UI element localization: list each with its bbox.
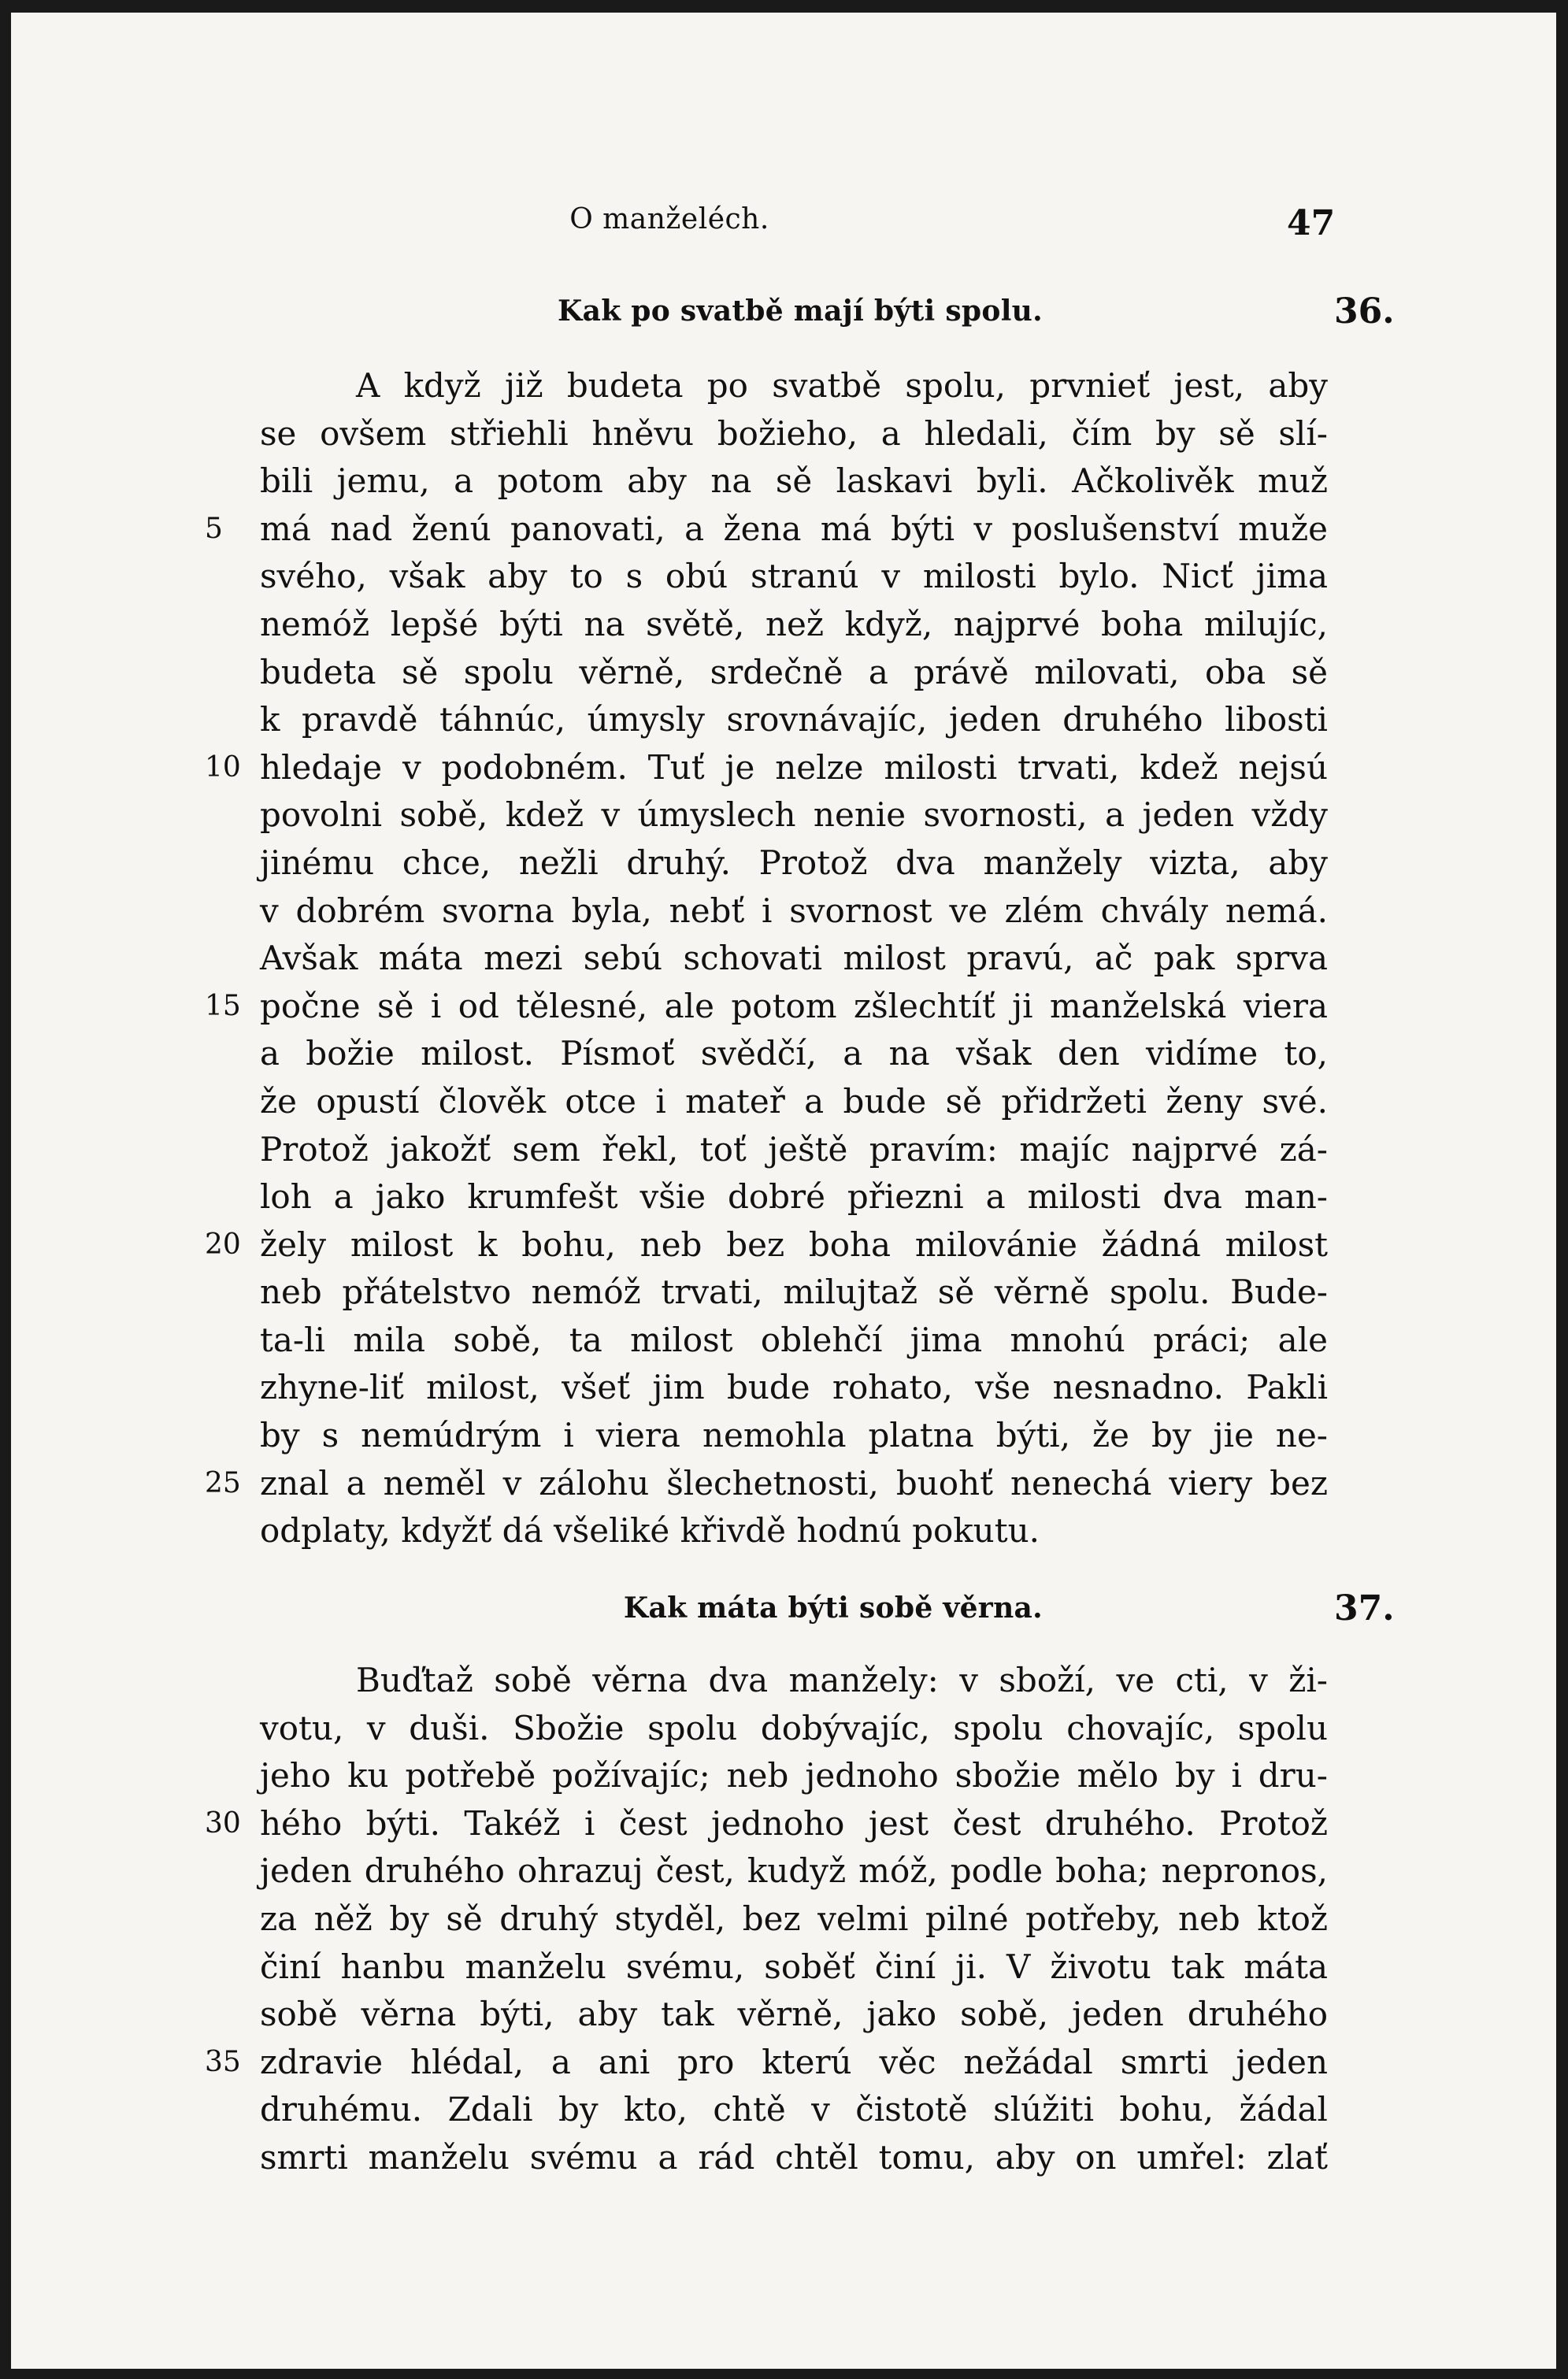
text-line: nemóž lepšé býti na světě, než když, najprvé boha milujíc, bbox=[260, 604, 1328, 643]
text-line: loh a jako krumfešt všie dobré přiezni a milosti dva man- bbox=[260, 1177, 1328, 1217]
text-line: má nad ženú panovati, a žena má býti v poslušenství muže bbox=[260, 509, 1328, 548]
margin-line-number: 20 bbox=[205, 1228, 241, 1261]
text-line: hledaje v podobném. Tuť je nelze milosti trvati, kdež nejsú bbox=[260, 747, 1328, 787]
text-line: budeta sě spolu věrně, srdečně a právě milovati, oba sě bbox=[260, 652, 1328, 691]
text-line: by s nemúdrým i viera nemohla platna býti, že by jie ne- bbox=[260, 1416, 1328, 1455]
text-line: že opustí člověk otce i mateř a bude sě přidržeti ženy své. bbox=[260, 1081, 1328, 1121]
text-line: Buďtaž sobě věrna dva manžely: v sboží, ve cti, v ži- bbox=[356, 1661, 1328, 1699]
text-line: smrti manželu svému a rád chtěl tomu, aby on umřel: zlať bbox=[260, 2137, 1328, 2177]
text-line: znal a neměl v zálohu šlechetnosti, buohť nenechá viery bez bbox=[260, 1463, 1328, 1503]
text-line: druhému. Zdali by kto, chtě v čistotě slúžiti bohu, žádal bbox=[260, 2090, 1328, 2129]
text-line: svého, však aby to s obú stranú v milosti bylo. Nicť jima bbox=[260, 557, 1328, 596]
section-heading-36: Kak po svatbě mají býti spolu. bbox=[558, 295, 1043, 328]
text-line: se ovšem střiehli hněvu božieho, a hledali, čím by sě slí- bbox=[260, 413, 1328, 453]
section-36-text bbox=[260, 362, 1328, 1555]
section-37-text bbox=[260, 1657, 1328, 2182]
page-number: 47 bbox=[1287, 203, 1336, 243]
section-heading-37: Kak máta býti sobě věrna. bbox=[623, 1592, 1043, 1625]
text-line: v dobrém svorna byla, nebť i svornost ve zlém chvály nemá. bbox=[260, 891, 1328, 930]
text-line: jinému chce, nežli druhý. Protož dva manžely vizta, aby bbox=[260, 843, 1328, 882]
text-line: sobě věrna býti, aby tak věrně, jako sobě, jeden druhého bbox=[260, 1995, 1328, 2034]
text-line: ta-li mila sobě, ta milost oblehčí jima mnohú práci; ale bbox=[260, 1320, 1328, 1359]
text-line: počne sě i od tělesné, ale potom zšlechtíť ji manželská viera bbox=[260, 986, 1328, 1025]
text-line: Protož jakožť sem řekl, toť ještě pravím: majíc najprvé zá- bbox=[260, 1129, 1328, 1169]
margin-line-number: 5 bbox=[205, 513, 223, 545]
text-line: činí hanbu manželu svému, soběť činí ji. V životu tak máta bbox=[260, 1947, 1328, 1986]
text-line: odplaty, kdyžť dá všeliké křivdě hodnú pokutu. bbox=[260, 1511, 1040, 1551]
margin-line-number: 35 bbox=[205, 2046, 241, 2078]
book-page bbox=[11, 13, 1556, 2369]
text-line: za něž by sě druhý styděl, bez velmi pilné potřeby, neb ktož bbox=[260, 1899, 1328, 1938]
text-line: k pravdě táhnúc, úmysly srovnávajíc, jeden druhého libosti bbox=[260, 700, 1328, 739]
text-line: jeden druhého ohrazuj čest, kudyž móž, podle boha; nepronos, bbox=[260, 1851, 1328, 1891]
margin-line-number: 30 bbox=[205, 1807, 241, 1840]
text-line: jeho ku potřebě požívajíc; neb jednoho sbožie mělo by i dru- bbox=[260, 1756, 1328, 1795]
section-number-37: 37. bbox=[1334, 1588, 1395, 1629]
text-line: hého býti. Takéž i čest jednoho jest čest druhého. Protož bbox=[260, 1803, 1328, 1843]
text-line: zhyne-liť milost, všeť jim bude rohato, vše nesnadno. Pakli bbox=[260, 1368, 1328, 1407]
text-line: žely milost k bohu, neb bez boha milovánie žádná milost bbox=[260, 1225, 1328, 1264]
section-number-36: 36. bbox=[1334, 291, 1395, 332]
text-line: a božie milost. Písmoť svědčí, a na však den vidíme to, bbox=[260, 1034, 1328, 1073]
text-line: bili jemu, a potom aby na sě laskavi byli. Ačkolivěk muž bbox=[260, 461, 1328, 501]
text-line: povolni sobě, kdež v úmyslech nenie svornosti, a jeden vždy bbox=[260, 795, 1328, 835]
text-line: neb přátelstvo nemóž trvati, milujtaž sě věrně spolu. Bude- bbox=[260, 1273, 1328, 1312]
text-line: zdravie hlédal, a ani pro kterú věc nežádal smrti jeden bbox=[260, 2042, 1328, 2081]
margin-line-number: 25 bbox=[205, 1467, 241, 1499]
margin-line-number: 10 bbox=[205, 751, 241, 784]
text-line: A když již budeta po svatbě spolu, prvnieť jest, aby bbox=[356, 366, 1328, 405]
running-title: O manželéch. bbox=[569, 203, 769, 235]
margin-line-number: 15 bbox=[205, 990, 241, 1022]
text-line: Avšak máta mezi sebú schovati milost pravú, ač pak sprva bbox=[260, 939, 1328, 978]
text-line: votu, v duši. Sbožie spolu dobývajíc, spolu chovajíc, spolu bbox=[260, 1708, 1328, 1747]
